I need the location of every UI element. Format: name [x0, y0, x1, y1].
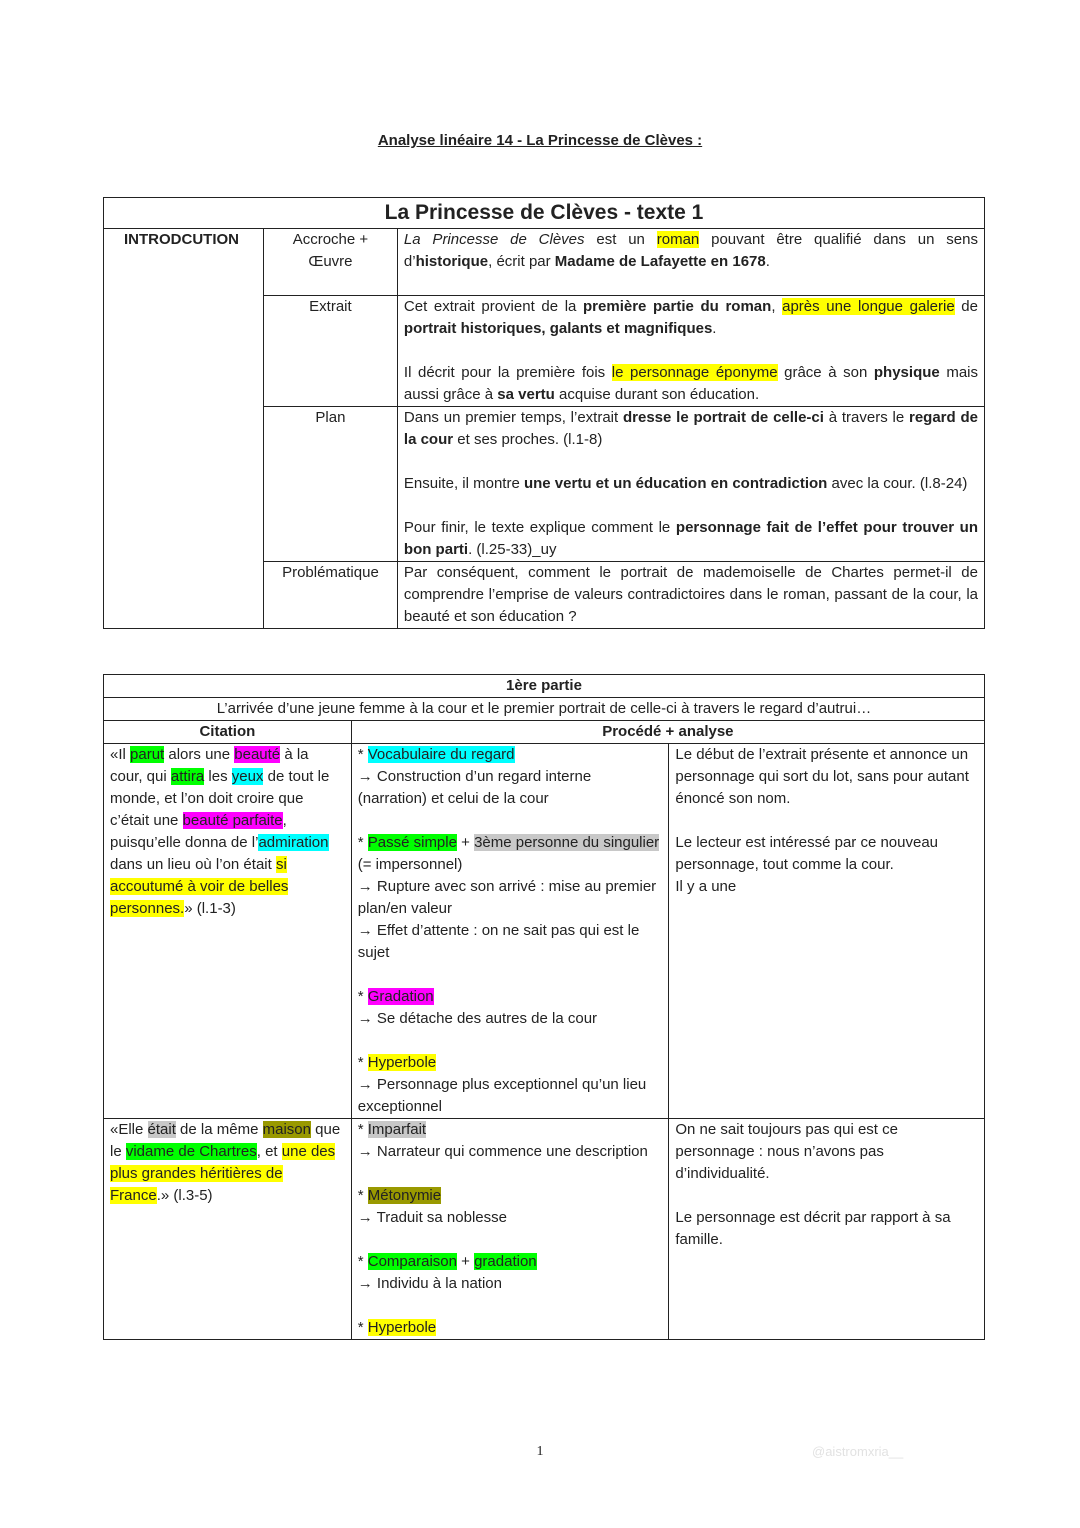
- text-run: .: [712, 320, 717, 337]
- text-run: mais aussi grâce à: [403, 364, 978, 403]
- analyse-cell-1: [669, 744, 985, 1119]
- bold-run: portrait historiques, galants et magnifiques: [403, 320, 713, 337]
- intro-section-label: [104, 229, 264, 629]
- cit-run: dans un lieu où l’on était: [110, 856, 276, 873]
- plan-content: [397, 407, 984, 562]
- procede-title: Métonymie: [367, 1187, 442, 1204]
- text-run: de: [954, 298, 978, 315]
- extrait-paragraph-2: [404, 362, 978, 406]
- bold-historique: historique: [415, 253, 489, 270]
- introduction-label: INTRODCUTION: [124, 231, 239, 248]
- bold-author: Madame de Lafayette en 1678: [554, 253, 766, 270]
- page-title: Analyse linéaire 14 - La Princesse de Clèves :: [377, 132, 703, 149]
- bold-run: une vertu et un éducation en contradiction: [523, 475, 828, 492]
- bullet: *: [357, 988, 368, 1005]
- procede-block: [358, 744, 663, 766]
- highlight-yeux: yeux: [231, 768, 264, 785]
- bullet: *: [357, 1121, 368, 1138]
- text-run: ,: [771, 298, 783, 315]
- procede-title: 3ème personne du singulier: [474, 834, 660, 851]
- extrait-content: [397, 296, 984, 407]
- bullet: *: [357, 746, 368, 763]
- procede-title: Gradation: [367, 988, 434, 1005]
- procede-title: Comparaison: [367, 1253, 457, 1270]
- procede-line: → Effet d’attente : on ne sait pas qui est le sujet: [357, 922, 640, 961]
- plan-paragraph-3: [404, 517, 978, 561]
- watermark: @aistromxria__: [812, 1444, 904, 1459]
- extrait-label-text: Extrait: [309, 298, 352, 315]
- cit-run: que le: [110, 1121, 341, 1160]
- first-part-table: [103, 674, 985, 1340]
- bold-run: physique: [873, 364, 940, 381]
- text-run: Cet extrait provient de la: [403, 298, 584, 315]
- procede-line: → Personnage plus exceptionnel qu’un lieu exceptionnel: [357, 1076, 647, 1115]
- problematique-label: [263, 562, 397, 629]
- text-run: à travers le: [823, 409, 909, 426]
- accroche-label-line2: Œuvre: [308, 253, 353, 270]
- procede-title: gradation: [474, 1253, 537, 1270]
- accroche-content: [397, 229, 984, 296]
- procede-title: Hyperbole: [367, 1054, 437, 1071]
- analyse-paragraph: Le personnage est décrit par rapport à sa famille.: [675, 1209, 951, 1248]
- highlight-etait: était: [147, 1121, 176, 1138]
- text-run: Dans un premier temps, l’extrait: [403, 409, 623, 426]
- problematique-content: Par conséquent, comment le portrait de mademoiselle de Chartes permet-il de comprendre l’emprise de valeurs contradictoires dans le roman, passant de la cour, la beauté et son éducation ?: [397, 562, 984, 629]
- procede-block: [358, 1251, 663, 1273]
- analyse-paragraph: Le début de l’extrait présente et annonce un personnage qui sort du lot, sans pour autant énoncé son nom.: [675, 746, 969, 807]
- procede-title: Imparfait: [367, 1121, 427, 1138]
- cit-run: , et: [256, 1143, 282, 1160]
- procede-cell-1: [351, 744, 669, 1119]
- text-run: .: [765, 253, 770, 270]
- page-number: 1: [536, 1444, 544, 1459]
- procede-line: → Construction d’un regard interne (narration) et celui de la cour: [357, 768, 592, 807]
- procede-title: Vocabulaire du regard: [367, 746, 515, 763]
- procede-block: [358, 1119, 663, 1141]
- cit-run: de tout le monde, et l’on doit croire que c’était une: [110, 768, 330, 829]
- analyse-cell-2: [669, 1119, 985, 1340]
- procede-line: → Individu à la nation: [357, 1275, 502, 1292]
- part-subtitle: L’arrivée d’une jeune femme à la cour et le premier portrait de celle-ci à travers le regard d’autrui…: [104, 698, 985, 721]
- text-run: . (l.25-33)_uy: [468, 541, 557, 558]
- cit-run: «Elle: [110, 1121, 148, 1138]
- highlight-maison: maison: [262, 1121, 311, 1138]
- procede-cell-2: [351, 1119, 669, 1340]
- procede-block: [358, 1052, 663, 1074]
- plan-label-text: Plan: [315, 409, 346, 426]
- bold-run: dresse le portrait de celle-ci: [622, 409, 824, 426]
- introduction-table: [103, 197, 985, 629]
- plus: +: [456, 1253, 475, 1270]
- text-run: Pour finir, le texte explique comment le: [403, 519, 676, 536]
- analyse-paragraph: Il y a une: [675, 878, 737, 895]
- highlight-vidame: vidame de Chartres: [125, 1143, 257, 1160]
- bullet: *: [357, 1253, 368, 1270]
- text-run: et ses proches. (l.1-8): [453, 431, 603, 448]
- text-run: Il décrit pour la première fois: [403, 364, 612, 381]
- text-run: Ensuite, il montre: [403, 475, 524, 492]
- procede-block: [358, 1317, 663, 1339]
- cit-run: , puisqu’elle donna de l’: [110, 812, 287, 851]
- analyse-paragraph: Le lecteur est intéressé par ce nouveau personnage, tout comme la cour.: [675, 834, 939, 873]
- text-run: avec la cour. (l.8-24): [827, 475, 968, 492]
- highlight-beaute: beauté: [234, 746, 281, 763]
- highlight-galerie: après une longue galerie: [782, 298, 955, 315]
- bold-run: sa vertu: [497, 386, 555, 403]
- analyse-paragraph: On ne sait toujours pas qui est ce personnage : nous n’avons pas d’individualité.: [675, 1121, 898, 1182]
- problematique-label-text: Problématique: [282, 564, 379, 581]
- highlight-accoutume: si accoutumé à voir de belles personnes.: [110, 856, 289, 917]
- plan-paragraph-2: [404, 473, 978, 495]
- plus: +: [456, 834, 475, 851]
- text-run: acquise durant son éducation.: [554, 386, 760, 403]
- plan-paragraph-1: [404, 407, 978, 451]
- text-run: grâce à son: [777, 364, 874, 381]
- highlight-heritieres: une des plus grandes héritières de France: [110, 1143, 336, 1204]
- bullet: *: [357, 834, 368, 851]
- highlight-admiration: admiration: [258, 834, 329, 851]
- bold-run: personnage fait de l’effet pour trouver un bon parti: [403, 519, 979, 558]
- highlight-eponyme: le personnage éponyme: [611, 364, 778, 381]
- procede-line: → Traduit sa noblesse: [357, 1209, 507, 1226]
- cit-run: les: [204, 768, 232, 785]
- intro-table-title: La Princesse de Clèves - texte 1: [104, 198, 985, 229]
- procede-line: → Rupture avec son arrivé : mise au premier plan/en valeur: [357, 878, 657, 917]
- citation-cell-1: [104, 744, 352, 1119]
- bullet: *: [357, 1187, 368, 1204]
- citation-cell-2: [104, 1119, 352, 1340]
- bold-run: première partie du roman: [583, 298, 772, 315]
- column-header-procede: Procédé + analyse: [351, 721, 984, 744]
- procede-block: [358, 1185, 663, 1207]
- novel-title: La Princesse de Clèves: [403, 231, 585, 248]
- procede-title: Hyperbole: [367, 1319, 437, 1336]
- cit-run: alors une: [164, 746, 235, 763]
- procede-text: (= impersonnel): [357, 856, 463, 873]
- part-title: 1ère partie: [104, 675, 985, 698]
- extrait-label: [263, 296, 397, 407]
- extrait-paragraph-1: [404, 296, 978, 340]
- cit-run: » (l.1-3): [184, 900, 236, 917]
- procede-block: [358, 986, 663, 1008]
- procede-line: → Se détache des autres de la cour: [357, 1010, 598, 1027]
- procede-block: [358, 832, 663, 876]
- bullet: *: [357, 1054, 368, 1071]
- highlight-beaute-parfaite: beauté parfaite: [182, 812, 283, 829]
- bullet: *: [357, 1319, 368, 1336]
- highlight-parut: parut: [130, 746, 165, 763]
- cit-run: .» (l.3-5): [156, 1187, 213, 1204]
- plan-label: [263, 407, 397, 562]
- cit-run: de la même: [175, 1121, 263, 1138]
- text-run: est un: [584, 231, 657, 248]
- accroche-label: [263, 229, 397, 296]
- column-header-citation: Citation: [104, 721, 352, 744]
- procede-line: → Narrateur qui commence une description: [357, 1143, 648, 1160]
- bold-run: regard de la cour: [403, 409, 978, 448]
- text-run: pouvant être qualifié dans un sens d’: [403, 231, 978, 270]
- cit-run: à la cour, qui: [110, 746, 309, 785]
- procede-title: Passé simple: [367, 834, 457, 851]
- highlight-attira: attira: [170, 768, 205, 785]
- highlight-roman: roman: [656, 231, 700, 248]
- cit-run: «Il: [110, 746, 131, 763]
- accroche-label-line1: Accroche +: [292, 231, 369, 248]
- text-run: , écrit par: [488, 253, 555, 270]
